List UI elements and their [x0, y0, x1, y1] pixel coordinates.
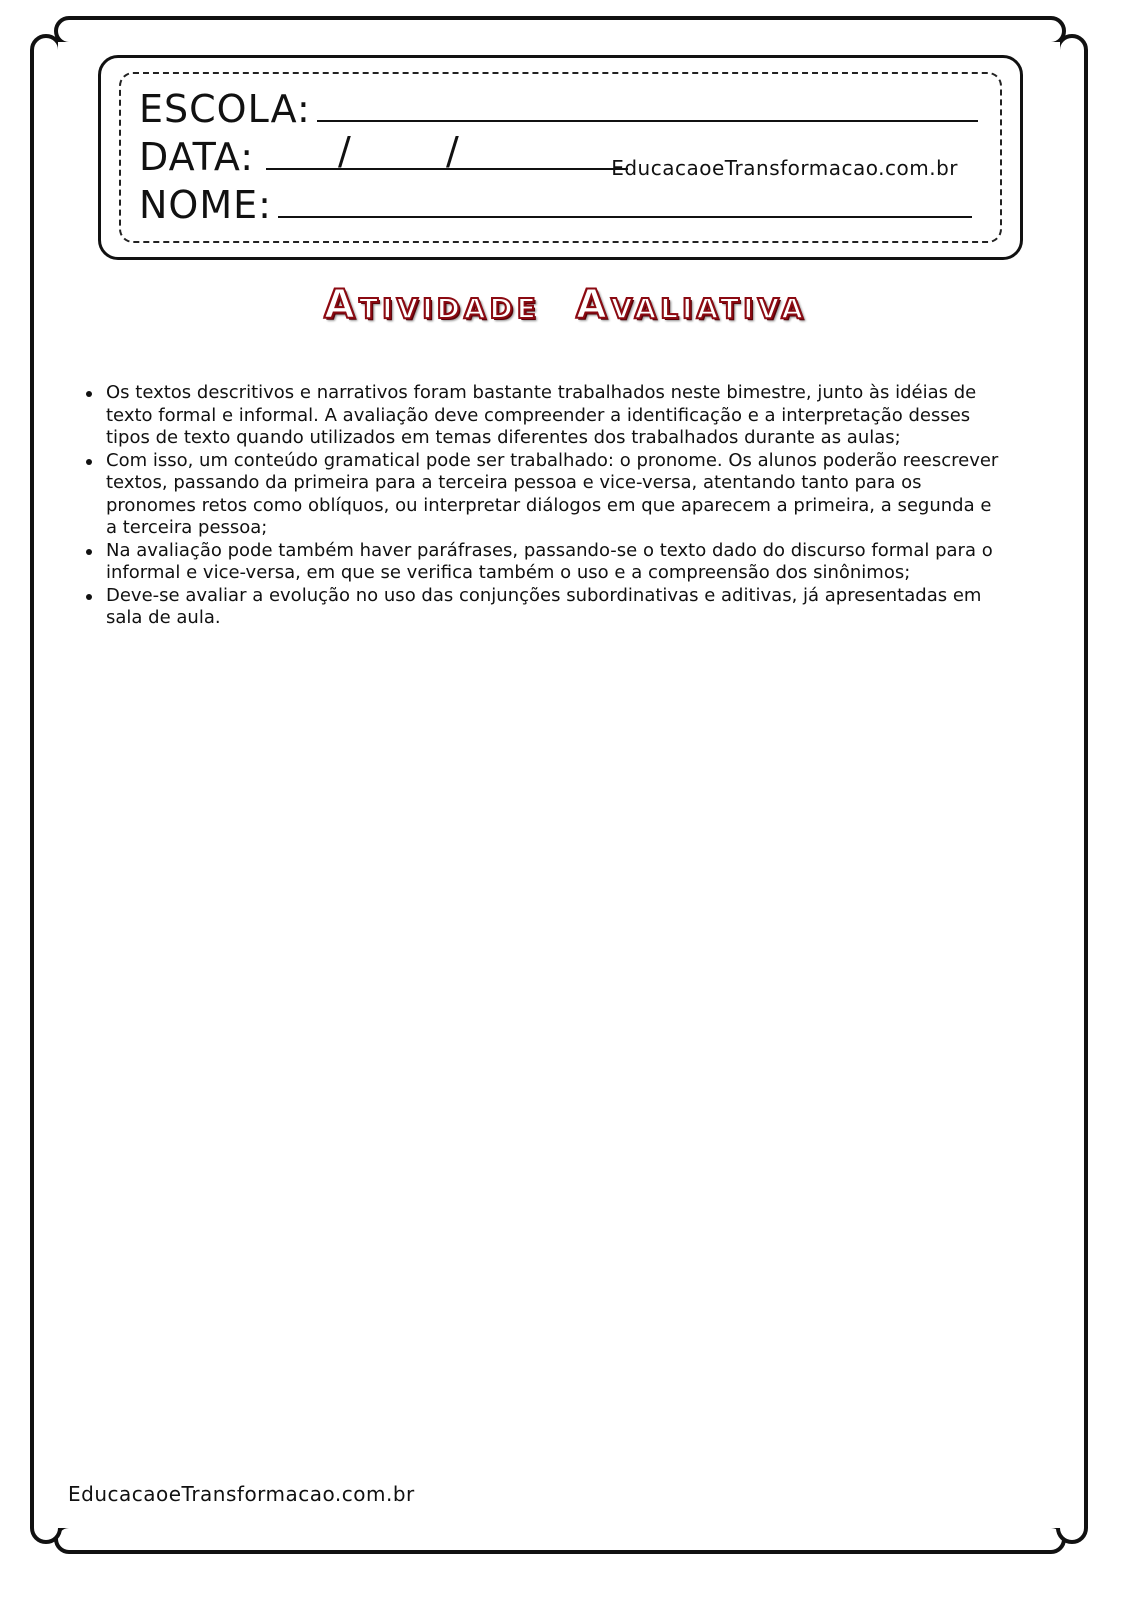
footer-site-credit: EducacaoeTransformacao.com.br — [68, 1482, 415, 1506]
date-separator-2: / — [446, 129, 460, 173]
frame-bottom-roll — [54, 1524, 1066, 1554]
escola-label: ESCOLA: — [139, 87, 311, 131]
data-label: DATA: — [139, 135, 255, 179]
nome-fill-line[interactable] — [278, 216, 972, 218]
data-field — [139, 129, 628, 179]
nome-field — [139, 183, 972, 227]
list-item: Na avaliação pode também haver paráfrases, passando-se o texto dado do discurso formal para o informal e vice-versa, em que se verifica também o uso e a compreensão dos sinônimos; — [106, 540, 1006, 585]
dashed-border — [119, 72, 1002, 243]
student-info-box — [98, 55, 1023, 260]
page-sheet — [58, 42, 1060, 1528]
nome-label: NOME: — [139, 183, 272, 227]
escola-fill-line[interactable] — [317, 120, 978, 122]
activity-list — [80, 382, 1006, 630]
list-item: Deve-se avaliar a evolução no uso das conjunções subordinativas e aditivas, já apresentadas em sala de aula. — [106, 585, 1006, 630]
page-title: Atividade Avaliativa — [324, 282, 807, 328]
date-separator-1: / — [338, 129, 352, 173]
header-site-credit: EducacaoeTransformacao.com.br — [611, 156, 958, 180]
list-item: Os textos descritivos e narrativos foram bastante trabalhados neste bimestre, junto às idéias de texto formal e informal. A avaliação deve compreender a identificação e a interpretação desses tipos de texto quando utilizados em temas diferentes dos trabalhados durante as aulas; — [106, 382, 1006, 450]
frame-right-roll — [1056, 34, 1088, 1544]
list-item: Com isso, um conteúdo gramatical pode ser trabalhado: o pronome. Os alunos poderão reescrever textos, passando da primeira para a terceira pessoa e vice-versa, atentando tanto para os pronomes retos como oblíquos, ou interpretar diálogos em que aparecem a primeira, a segunda e a terceira pessoa; — [106, 450, 1006, 540]
data-fill-line[interactable] — [266, 129, 628, 173]
escola-field — [139, 87, 978, 131]
